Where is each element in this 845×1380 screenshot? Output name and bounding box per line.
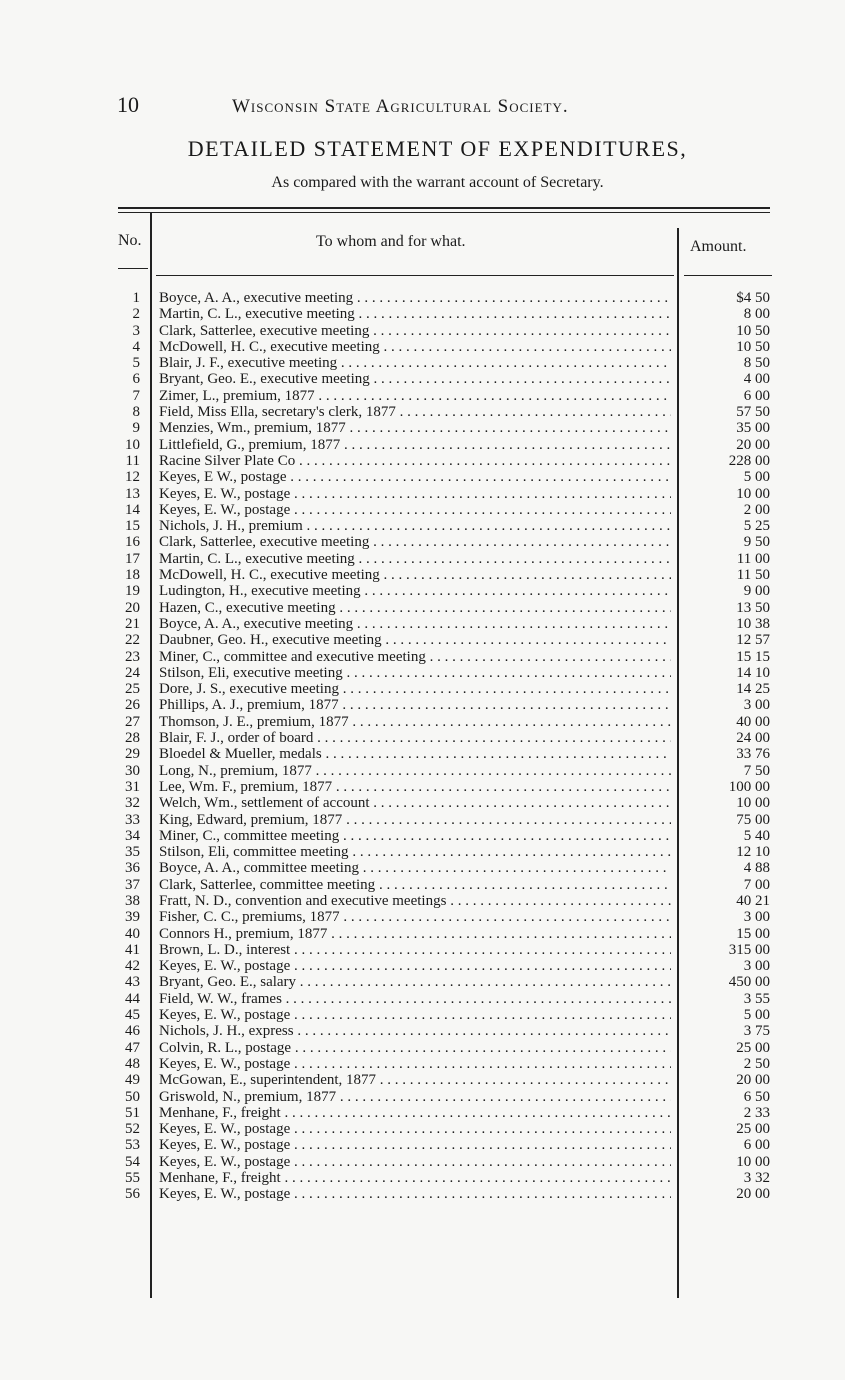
row-number: 29 xyxy=(125,746,140,763)
row-description: Lee, Wm. F., premium, 1877 . . . xyxy=(159,779,671,795)
row-amount: 10 50 xyxy=(736,338,770,355)
row-number: 19 xyxy=(125,583,140,600)
row-number: 34 xyxy=(125,827,140,844)
row-amount: 3 00 xyxy=(743,697,770,714)
row-amount: 100 00 xyxy=(728,778,770,795)
row-number: 13 xyxy=(125,485,140,502)
row-description: Keyes, E. W., postage . . . xyxy=(159,1137,671,1153)
row-amount: 15 00 xyxy=(736,925,770,942)
row-number: 52 xyxy=(125,1121,140,1138)
row-number: 50 xyxy=(125,1088,140,1105)
row-description: Zimer, L., premium, 1877 . . . xyxy=(159,388,671,404)
table-row xyxy=(112,958,777,974)
table-row xyxy=(112,404,777,420)
row-description: Keyes, E. W., postage . . . xyxy=(159,1154,671,1170)
row-amount: 5 00 xyxy=(743,1007,770,1024)
table-row xyxy=(112,730,777,746)
table-row xyxy=(112,355,777,371)
table-row xyxy=(112,551,777,567)
row-amount: 5 00 xyxy=(743,469,770,486)
table-row xyxy=(112,1040,777,1056)
row-description: Bryant, Geo. E., salary . . . xyxy=(159,974,671,990)
row-amount: 10 00 xyxy=(736,795,770,812)
table-row xyxy=(112,632,777,648)
row-amount: 12 10 xyxy=(736,844,770,861)
row-description: Racine Silver Plate Co . . . xyxy=(159,453,671,469)
row-number: 28 xyxy=(125,730,140,747)
row-description: Daubner, Geo. H., executive meeting . . . xyxy=(159,632,671,648)
row-description: Clark, Satterlee, executive meeting . . . xyxy=(159,534,671,550)
row-number: 43 xyxy=(125,974,140,991)
row-description: Keyes, E. W., postage . . . xyxy=(159,1007,671,1023)
table-row xyxy=(112,1072,777,1088)
table-row xyxy=(112,1105,777,1121)
row-amount: 12 57 xyxy=(736,632,770,649)
table-row xyxy=(112,942,777,958)
row-number: 8 xyxy=(132,404,140,421)
row-description: Stilson, Eli, committee meeting . . . xyxy=(159,844,671,860)
table-row xyxy=(112,616,777,632)
row-description: Keyes, E. W., postage . . . xyxy=(159,1056,671,1072)
table-row xyxy=(112,600,777,616)
row-description: Menhane, F., freight . . . xyxy=(159,1105,671,1121)
row-description: Stilson, Eli, executive meeting . . . xyxy=(159,665,671,681)
row-number: 40 xyxy=(125,925,140,942)
row-number: 17 xyxy=(125,550,140,567)
row-number: 33 xyxy=(125,811,140,828)
row-description: Keyes, E W., postage . . . xyxy=(159,469,671,485)
row-amount: 2 33 xyxy=(743,1104,770,1121)
row-amount: 5 40 xyxy=(743,827,770,844)
row-amount: 315 00 xyxy=(728,941,770,958)
table-row xyxy=(112,991,777,1007)
table-row xyxy=(112,290,777,306)
row-number: 30 xyxy=(125,762,140,779)
row-description: McGowan, E., superintendent, 1877 . . . xyxy=(159,1072,671,1088)
row-number: 20 xyxy=(125,599,140,616)
row-description: Clark, Satterlee, executive meeting . . . xyxy=(159,323,671,339)
row-number: 53 xyxy=(125,1137,140,1154)
table-row xyxy=(112,844,777,860)
table-row xyxy=(112,486,777,502)
table-row xyxy=(112,714,777,730)
row-amount: 14 25 xyxy=(736,681,770,698)
row-description: Fisher, C. C., premiums, 1877 . . . xyxy=(159,909,671,925)
row-description: Miner, C., committee and executive meeting . . . xyxy=(159,649,671,665)
table-row xyxy=(112,697,777,713)
row-amount: 6 00 xyxy=(743,387,770,404)
table-row xyxy=(112,649,777,665)
row-amount: 4 00 xyxy=(743,371,770,388)
row-description: Martin, C. L., executive meeting . . . xyxy=(159,306,671,322)
table-row xyxy=(112,388,777,404)
table-row xyxy=(112,502,777,518)
page-number: 10 xyxy=(117,92,139,117)
row-number: 7 xyxy=(132,387,140,404)
row-amount: 14 10 xyxy=(736,664,770,681)
row-description: Clark, Satterlee, committee meeting . . . xyxy=(159,877,671,893)
row-number: 32 xyxy=(125,795,140,812)
row-amount: 40 21 xyxy=(736,892,770,909)
row-number: 35 xyxy=(125,844,140,861)
row-amount: 2 00 xyxy=(743,501,770,518)
row-amount: 3 00 xyxy=(743,958,770,975)
header-rule-desc xyxy=(156,275,674,276)
table-row xyxy=(112,1023,777,1039)
table-row xyxy=(112,795,777,811)
expenditure-list xyxy=(112,290,777,1203)
table-row xyxy=(112,339,777,355)
row-number: 36 xyxy=(125,860,140,877)
row-number: 55 xyxy=(125,1170,140,1187)
row-amount: 3 55 xyxy=(743,990,770,1007)
row-number: 37 xyxy=(125,876,140,893)
row-amount: 10 00 xyxy=(736,1153,770,1170)
table-row xyxy=(112,323,777,339)
table-row xyxy=(112,779,777,795)
row-description: Dore, J. S., executive meeting . . . xyxy=(159,681,671,697)
row-number: 49 xyxy=(125,1072,140,1089)
row-number: 26 xyxy=(125,697,140,714)
table-row xyxy=(112,746,777,762)
row-description: Nichols, J. H., premium . . . xyxy=(159,518,671,534)
row-number: 31 xyxy=(125,778,140,795)
row-amount: 2 50 xyxy=(743,1055,770,1072)
row-amount: 57 50 xyxy=(736,404,770,421)
row-number: 21 xyxy=(125,615,140,632)
table-row xyxy=(112,812,777,828)
row-description: Brown, L. D., interest . . . xyxy=(159,942,671,958)
table-row xyxy=(112,909,777,925)
table-row xyxy=(112,763,777,779)
row-number: 42 xyxy=(125,958,140,975)
row-description: Keyes, E. W., postage . . . xyxy=(159,486,671,502)
table-row xyxy=(112,306,777,322)
table-row xyxy=(112,469,777,485)
row-amount: 11 00 xyxy=(736,550,770,567)
row-description: Field, W. W., frames . . . xyxy=(159,991,671,1007)
row-description: Thomson, J. E., premium, 1877 . . . xyxy=(159,714,671,730)
row-amount: 10 50 xyxy=(736,322,770,339)
row-description: Connors H., premium, 1877 . . . xyxy=(159,926,671,942)
row-number: 6 xyxy=(132,371,140,388)
row-amount: 450 00 xyxy=(728,974,770,991)
row-amount: 7 50 xyxy=(743,762,770,779)
table-row xyxy=(112,1154,777,1170)
row-description: King, Edward, premium, 1877 . . . xyxy=(159,812,671,828)
running-head: Wisconsin State Agricultural Society. xyxy=(232,96,569,117)
table-row xyxy=(112,371,777,387)
row-number: 1 xyxy=(132,290,140,306)
row-number: 23 xyxy=(125,648,140,665)
page-subtitle: As compared with the warrant account of Secretary. xyxy=(271,174,604,191)
row-number: 12 xyxy=(125,469,140,486)
row-number: 41 xyxy=(125,941,140,958)
table-row xyxy=(112,1089,777,1105)
row-number: 14 xyxy=(125,501,140,518)
page-title: DETAILED STATEMENT OF EXPENDITURES, xyxy=(187,136,688,161)
row-amount: 40 00 xyxy=(736,713,770,730)
row-number: 44 xyxy=(125,990,140,1007)
table-row xyxy=(112,877,777,893)
table-row xyxy=(112,1170,777,1186)
table-row xyxy=(112,1137,777,1153)
row-description: McDowell, H. C., executive meeting . . . xyxy=(159,339,671,355)
row-amount: 35 00 xyxy=(736,420,770,437)
row-description: Littlefield, G., premium, 1877 . . . xyxy=(159,437,671,453)
row-description: Keyes, E. W., postage . . . xyxy=(159,1121,671,1137)
row-number: 48 xyxy=(125,1055,140,1072)
row-amount: 3 00 xyxy=(743,909,770,926)
row-number: 22 xyxy=(125,632,140,649)
row-amount: 8 50 xyxy=(743,355,770,372)
row-amount: 20 00 xyxy=(736,436,770,453)
top-rule-thin xyxy=(118,212,770,213)
row-number: 4 xyxy=(132,338,140,355)
row-description: Boyce, A. A., executive meeting . . . xyxy=(159,616,671,632)
row-description: Menhane, F., freight . . . xyxy=(159,1170,671,1186)
header-rule-amount xyxy=(684,275,772,276)
row-amount: 24 00 xyxy=(736,730,770,747)
row-amount: 8 00 xyxy=(743,306,770,323)
row-number: 11 xyxy=(125,452,140,469)
row-description: Phillips, A. J., premium, 1877 . . . xyxy=(159,697,671,713)
row-amount: 3 32 xyxy=(743,1170,770,1187)
table-row xyxy=(112,567,777,583)
row-number: 5 xyxy=(132,355,140,372)
row-description: Blair, F. J., order of board . . . xyxy=(159,730,671,746)
header-rule-no xyxy=(118,268,148,269)
row-description: Menzies, Wm., premium, 1877 . . . xyxy=(159,420,671,436)
row-description: Welch, Wm., settlement of account . . . xyxy=(159,795,671,811)
row-description: Boyce, A. A., executive meeting . . . xyxy=(159,290,671,306)
row-number: 51 xyxy=(125,1104,140,1121)
table-row xyxy=(112,1056,777,1072)
row-amount: 7 00 xyxy=(743,876,770,893)
row-number: 56 xyxy=(125,1186,140,1203)
row-number: 24 xyxy=(125,664,140,681)
row-amount: 9 00 xyxy=(743,583,770,600)
row-number: 38 xyxy=(125,892,140,909)
table-row xyxy=(112,974,777,990)
row-number: 54 xyxy=(125,1153,140,1170)
table-row xyxy=(112,828,777,844)
table-row xyxy=(112,453,777,469)
row-description: Hazen, C., executive meeting . . . xyxy=(159,600,671,616)
row-description: Miner, C., committee meeting . . . xyxy=(159,828,671,844)
row-number: 25 xyxy=(125,681,140,698)
header-description: To whom and for what. xyxy=(316,233,466,250)
row-description: Blair, J. F., executive meeting . . . xyxy=(159,355,671,371)
row-number: 47 xyxy=(125,1039,140,1056)
row-amount: 33 76 xyxy=(736,746,770,763)
row-number: 18 xyxy=(125,567,140,584)
table-row xyxy=(112,534,777,550)
row-number: 16 xyxy=(125,534,140,551)
row-number: 9 xyxy=(132,420,140,437)
table-row xyxy=(112,1186,777,1202)
row-amount: 10 38 xyxy=(736,615,770,632)
table-row xyxy=(112,420,777,436)
row-amount: 10 00 xyxy=(736,485,770,502)
row-description: Keyes, E. W., postage . . . xyxy=(159,502,671,518)
row-amount: 6 00 xyxy=(743,1137,770,1154)
row-description: Keyes, E. W., postage . . . xyxy=(159,958,671,974)
top-rule xyxy=(118,207,770,209)
row-number: 2 xyxy=(132,306,140,323)
table-row xyxy=(112,1007,777,1023)
row-description: Nichols, J. H., express . . . xyxy=(159,1023,671,1039)
row-description: Griswold, N., premium, 1877 . . . xyxy=(159,1089,671,1105)
row-amount: 25 00 xyxy=(736,1121,770,1138)
row-description: Bloedel & Mueller, medals . . . xyxy=(159,746,671,762)
table-row xyxy=(112,583,777,599)
row-amount: 5 25 xyxy=(743,518,770,535)
row-amount: 25 00 xyxy=(736,1039,770,1056)
row-description: McDowell, H. C., executive meeting . . . xyxy=(159,567,671,583)
row-amount: $4 50 xyxy=(736,290,770,306)
row-amount: 228 00 xyxy=(728,452,770,469)
row-number: 46 xyxy=(125,1023,140,1040)
row-amount: 13 50 xyxy=(736,599,770,616)
row-description: Bryant, Geo. E., executive meeting . . . xyxy=(159,371,671,387)
row-amount: 15 15 xyxy=(736,648,770,665)
row-amount: 20 00 xyxy=(736,1072,770,1089)
row-number: 15 xyxy=(125,518,140,535)
row-description: Boyce, A. A., committee meeting . . . xyxy=(159,860,671,876)
table-row xyxy=(112,860,777,876)
table-row xyxy=(112,437,777,453)
table-row xyxy=(112,665,777,681)
row-amount: 9 50 xyxy=(743,534,770,551)
table-row xyxy=(112,518,777,534)
row-number: 27 xyxy=(125,713,140,730)
row-number: 39 xyxy=(125,909,140,926)
row-amount: 75 00 xyxy=(736,811,770,828)
row-amount: 3 75 xyxy=(743,1023,770,1040)
row-amount: 6 50 xyxy=(743,1088,770,1105)
table-row xyxy=(112,893,777,909)
row-number: 45 xyxy=(125,1007,140,1024)
row-description: Martin, C. L., executive meeting . . . xyxy=(159,551,671,567)
row-description: Keyes, E. W., postage . . . xyxy=(159,1186,671,1202)
header-no: No. xyxy=(118,232,142,249)
row-description: Fratt, N. D., convention and executive meetings . . . xyxy=(159,893,671,909)
table-row xyxy=(112,926,777,942)
row-amount: 20 00 xyxy=(736,1186,770,1203)
row-amount: 4 88 xyxy=(743,860,770,877)
table-row xyxy=(112,681,777,697)
row-description: Ludington, H., executive meeting . . . xyxy=(159,583,671,599)
row-description: Field, Miss Ella, secretary's clerk, 1877 . . . xyxy=(159,404,671,420)
row-description: Colvin, R. L., postage . . . xyxy=(159,1040,671,1056)
table-row xyxy=(112,1121,777,1137)
header-amount: Amount. xyxy=(690,238,747,255)
row-number: 3 xyxy=(132,322,140,339)
row-number: 10 xyxy=(125,436,140,453)
row-description: Long, N., premium, 1877 . . . xyxy=(159,763,671,779)
row-amount: 11 50 xyxy=(736,567,770,584)
